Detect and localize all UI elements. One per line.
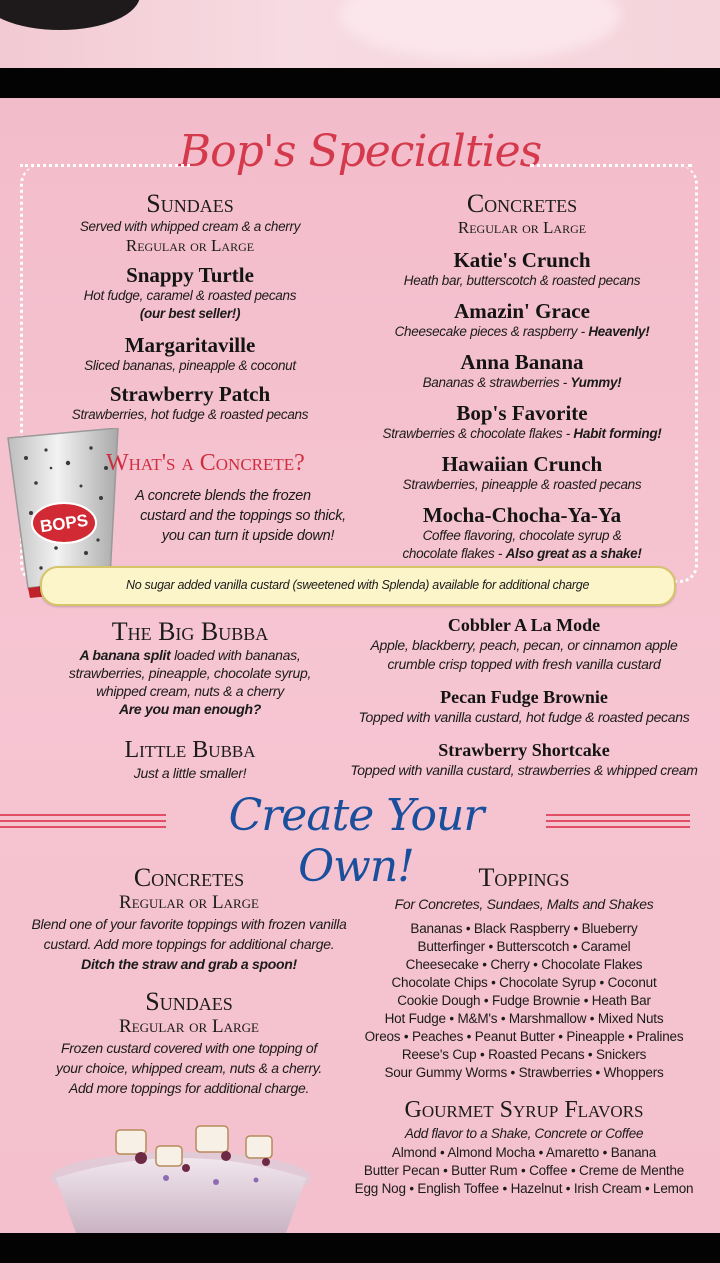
- toppings-heading: Toppings: [478, 863, 570, 892]
- toppings-line: Butterfinger • Butterscotch • Caramel: [417, 939, 631, 954]
- whats-concrete-heading: What's a Concrete?: [106, 450, 305, 476]
- sundaes-section: [40, 190, 340, 256]
- top-image-glow: [340, 0, 620, 60]
- sundae-desc: Strawberries, hot fudge & roasted pecans: [71, 407, 309, 422]
- concrete-desc: Heath bar, butterscotch & roasted pecans: [403, 273, 641, 288]
- sundae-name: Snappy Turtle: [126, 263, 254, 287]
- toppings-line: Reese's Cup • Roasted Pecans • Snickers: [401, 1047, 647, 1062]
- toppings-list: [352, 920, 696, 1082]
- cyo-concretes-section: [14, 864, 364, 974]
- sundae-bowl-image: [46, 1118, 316, 1233]
- cyo-concretes-sizes: Regular or Large: [119, 892, 259, 913]
- concrete-desc: Strawberries & chocolate flakes -: [382, 426, 574, 441]
- cyo-concretes-tag: Ditch the straw and grab a spoon!: [81, 956, 297, 972]
- concrete-desc: Cheesecake pieces & raspberry -: [394, 324, 589, 339]
- toppings-sub: For Concretes, Sundaes, Malts and Shakes: [394, 896, 654, 912]
- dessert-name: Strawberry Shortcake: [438, 740, 610, 760]
- big-bubba-line: loaded with bananas,: [170, 647, 301, 663]
- big-bubba-section: [40, 618, 340, 718]
- concrete-name: Katie's Crunch: [453, 248, 591, 272]
- menu-page: [0, 98, 720, 1233]
- whats-concrete-line: A concrete blends the frozen: [135, 488, 311, 504]
- cyo-sundaes-line: your choice, whipped cream, nuts & a cherry.: [56, 1060, 322, 1076]
- syrups-heading: Gourmet Syrup Flavors: [404, 1097, 644, 1123]
- syrups-line: Butter Pecan • Butter Rum • Coffee • Creme de Menthe: [363, 1163, 685, 1178]
- concrete-item: [352, 299, 692, 341]
- dessert-item: [346, 686, 702, 727]
- dotted-frame-top-left: [20, 164, 190, 167]
- sundae-name: Margaritaville: [124, 333, 256, 357]
- little-bubba-section: [40, 736, 340, 782]
- concrete-tag: Yummy!: [570, 375, 622, 390]
- concrete-name: Mocha-Chocha-Ya-Ya: [422, 503, 622, 527]
- dessert-desc: Topped with vanilla custard, hot fudge & roasted pecans: [358, 709, 690, 725]
- sundaes-desc: Served with whipped cream & a cherry: [79, 219, 301, 234]
- sundaes-heading: Sundaes: [146, 189, 234, 218]
- little-bubba-heading: Little Bubba: [124, 737, 256, 763]
- dessert-name: Cobbler A La Mode: [447, 615, 601, 635]
- top-image-dark-shape: [0, 0, 140, 30]
- dessert-desc: Apple, blackberry, peach, pecan, or cinnamon apple: [370, 637, 678, 653]
- concrete-name: Bop's Favorite: [456, 401, 588, 425]
- dessert-name: Pecan Fudge Brownie: [440, 687, 608, 707]
- concrete-desc: chocolate flakes -: [402, 546, 506, 561]
- sundae-item: [40, 333, 340, 375]
- dessert-desc: Topped with vanilla custard, strawberries & whipped cream: [350, 762, 698, 778]
- dessert-item: [346, 614, 702, 674]
- cyo-sundaes-heading: Sundaes: [145, 987, 233, 1016]
- dessert-desc: crumble crisp topped with fresh vanilla custard: [387, 656, 661, 672]
- concrete-item: [372, 248, 672, 290]
- big-bubba-line: strawberries, pineapple, chocolate syrup,: [68, 665, 312, 681]
- syrups-sub: Add flavor to a Shake, Concrete or Coffee: [404, 1126, 644, 1141]
- syrups-line: Almond • Almond Mocha • Amaretto • Banana: [391, 1145, 657, 1160]
- concrete-item: [372, 452, 672, 494]
- concrete-item: [372, 350, 672, 392]
- cyo-sundaes-sizes: Regular or Large: [119, 1016, 259, 1037]
- concrete-item: [352, 401, 692, 443]
- syrups-section: [352, 1096, 696, 1198]
- top-black-bar: [0, 68, 720, 98]
- cyo-concretes-line: custard. Add more toppings for additional charge.: [43, 936, 335, 952]
- whats-concrete-text: [108, 486, 378, 546]
- little-bubba-desc: Just a little smaller!: [133, 765, 247, 781]
- whats-concrete-line: custard and the toppings so thick,: [140, 508, 346, 524]
- concrete-name: Amazin' Grace: [454, 299, 590, 323]
- concrete-tag: Also great as a shake!: [505, 546, 642, 561]
- cyo-concretes-heading: Concretes: [133, 863, 245, 892]
- toppings-section: [352, 864, 696, 1082]
- cyo-sundaes-section: [14, 988, 364, 1098]
- concrete-desc: Coffee flavoring, chocolate syrup &: [422, 528, 622, 543]
- sundae-item: [40, 263, 340, 323]
- page-title: Bop's Specialties: [178, 126, 542, 177]
- concretes-heading: Concretes: [466, 189, 578, 218]
- toppings-line: Cheesecake • Cherry • Chocolate Flakes: [405, 957, 643, 972]
- big-bubba-tag: Are you man enough?: [118, 701, 262, 717]
- dotted-frame-top-right: [530, 164, 692, 167]
- splenda-banner-text: No sugar added vanilla custard (sweetened with Splenda) available for additional charge: [126, 578, 590, 592]
- concrete-name: Anna Banana: [460, 350, 584, 374]
- concretes-section: [372, 190, 672, 238]
- splenda-banner: [40, 566, 676, 606]
- concrete-tag: Habit forming!: [573, 426, 662, 441]
- concrete-name: Hawaiian Crunch: [441, 452, 603, 476]
- sundae-desc: Hot fudge, caramel & roasted pecans: [83, 288, 297, 303]
- sundae-name: Strawberry Patch: [109, 382, 271, 406]
- dessert-item: [346, 739, 702, 780]
- toppings-line: Bananas • Black Raspberry • Blueberry: [410, 921, 638, 936]
- cyo-concretes-line: Blend one of your favorite toppings with frozen vanilla: [31, 916, 347, 932]
- sundae-desc: Sliced bananas, pineapple & coconut: [84, 358, 296, 373]
- create-your-own-title: Create Your Own!: [228, 790, 484, 892]
- concretes-sizes: Regular or Large: [457, 218, 587, 237]
- toppings-line: Cookie Dough • Fudge Brownie • Heath Bar: [397, 993, 651, 1008]
- toppings-line: Hot Fudge • M&M's • Marshmallow • Mixed Nuts: [384, 1011, 664, 1026]
- create-stripes-right: [546, 814, 690, 828]
- toppings-line: Chocolate Chips • Chocolate Syrup • Coconut: [391, 975, 657, 990]
- big-bubba-line: whipped cream, nuts & a cherry: [96, 683, 284, 699]
- cyo-sundaes-line: Add more toppings for additional charge.: [68, 1080, 310, 1096]
- cyo-sundaes-line: Frozen custard covered with one topping of: [61, 1040, 317, 1056]
- big-bubba-bold: A banana split: [79, 647, 171, 663]
- sundae-item: [40, 382, 340, 424]
- whats-concrete-line: you can turn it upside down!: [161, 528, 335, 544]
- toppings-line: Sour Gummy Worms • Strawberries • Whoppers: [384, 1065, 664, 1080]
- top-image-strip: [0, 0, 720, 68]
- sundae-note: (our best seller!): [139, 306, 241, 321]
- concrete-desc: Bananas & strawberries -: [422, 375, 571, 390]
- concrete-tag: Heavenly!: [588, 324, 650, 339]
- create-stripes-left: [0, 814, 166, 828]
- sundaes-sizes: Regular or Large: [125, 236, 255, 255]
- toppings-line: Oreos • Peaches • Peanut Butter • Pineapple • Pralines: [364, 1029, 684, 1044]
- big-bubba-heading: The Big Bubba: [111, 617, 269, 646]
- syrups-line: Egg Nog • English Toffee • Hazelnut • Irish Cream • Lemon: [354, 1181, 694, 1196]
- concrete-item: [372, 503, 672, 563]
- concrete-desc: Strawberries, pineapple & roasted pecans: [402, 477, 642, 492]
- bottom-black-bar: [0, 1233, 720, 1263]
- cup-logo-text: BOPS: [38, 510, 90, 537]
